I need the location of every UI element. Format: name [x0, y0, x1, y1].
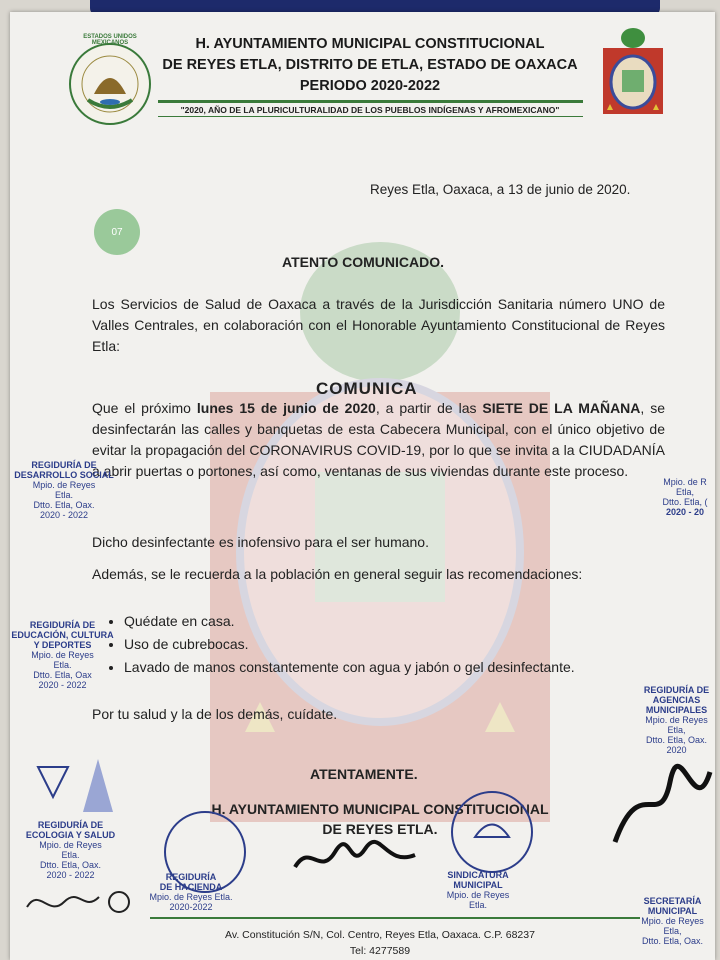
- stamp-text: Dtto. Etla, (: [662, 497, 708, 507]
- stamp-text: 2020-2022: [169, 902, 213, 912]
- stamp-educacion: [10, 620, 115, 690]
- national-seal-text: ESTADOS UNIDOS MEXICANOS: [83, 34, 137, 46]
- stamp-text: 2020 - 2022: [39, 510, 89, 520]
- stamp-text: Etla,: [663, 926, 682, 936]
- announcement-text-a: Que el próximo: [92, 400, 197, 416]
- stamp-text: REGIDURÍA DE: [31, 460, 97, 470]
- stamp-text: Mpio. de Reyes: [446, 890, 510, 900]
- footer: [160, 927, 600, 959]
- stamp-text: SINDICATURA: [447, 870, 509, 880]
- stamp-secretaria: [630, 896, 715, 946]
- stamp-text: SECRETARÍA: [643, 896, 702, 906]
- stamp-text: Etla.: [53, 660, 72, 670]
- stamp-text: MUNICIPALES: [645, 705, 708, 715]
- stamp-text: REGIDURÍA DE: [29, 620, 96, 630]
- closing-line: Por tu salud y la de los demás, cuídate.: [92, 706, 338, 722]
- stamp-text: REGIDURÍA: [165, 872, 217, 882]
- announcement-date: lunes 15 de junio de 2020: [196, 400, 376, 416]
- signature-scribble: [610, 762, 715, 852]
- document-page: [10, 12, 715, 960]
- header-motto: "2020, AÑO DE LA PLURICULTURALIDAD DE LOS PUEBLOS INDÍGENAS Y AFROMEXICANO": [180, 105, 560, 115]
- ecology-tree-icon: [28, 757, 123, 817]
- stamp-text: MUNICIPAL: [647, 906, 698, 916]
- oaxaca-coat-of-arms: [600, 26, 666, 116]
- list-item: • Lavado de manos constantemente con agua y jabón o gel desinfectante.: [124, 656, 684, 679]
- date-line: Reyes Etla, Oaxaca, a 13 de junio de 2020.: [370, 182, 631, 197]
- stamp-right-top: [655, 477, 715, 517]
- stamp-text: EDUCACIÓN, CULTURA: [11, 630, 114, 640]
- signature-line-2: DE REYES ETLA.: [322, 821, 438, 837]
- signature-scribble: [290, 837, 420, 882]
- stamp-text: Etla,: [675, 487, 694, 497]
- recommendations-list: [104, 610, 684, 679]
- stamp-text: Dtto. Etla, Oax.: [645, 735, 708, 745]
- stamp-text: Etla,: [667, 725, 686, 735]
- atentamente: ATENTAMENTE.: [310, 766, 418, 782]
- announcement-text-c: , a partir de las: [375, 400, 483, 416]
- comunica-heading: COMUNICA: [316, 379, 418, 398]
- stamp-text: ECOLOGIA Y SALUD: [25, 830, 116, 840]
- letterhead-line-1: H. AYUNTAMIENTO MUNICIPAL CONSTITUCIONAL: [195, 36, 545, 52]
- stamp-text: REGIDURÍA DE: [37, 820, 104, 830]
- signature-line-1: H. AYUNTAMIENTO MUNICIPAL CONSTITUCIONAL: [211, 801, 549, 817]
- stamp-text: MUNICIPAL: [453, 880, 503, 890]
- stamp-text: 2020 - 20: [665, 507, 705, 517]
- stamp-text: AGENCIAS: [652, 695, 701, 705]
- stamp-text: Dtto. Etla, Oax.: [641, 936, 704, 946]
- stamp-text: Etla.: [468, 900, 487, 910]
- national-seal: [68, 42, 152, 126]
- stamp-text: Mpio. de Reyes: [645, 715, 708, 725]
- stamp-text: Mpio. de R: [663, 477, 707, 487]
- stamp-text: 2020 - 2022: [46, 870, 95, 880]
- letterhead-line-2: DE REYES ETLA, DISTRITO DE ETLA, ESTADO DE OAXACA: [162, 57, 578, 73]
- letterhead: [160, 34, 580, 97]
- stamp-text: Dtto. Etla, Oax.: [33, 500, 95, 510]
- stamp-text: Dtto. Etla, Oax: [33, 670, 92, 680]
- intro-paragraph: Los Servicios de Salud de Oaxaca a través de la Jurisdicción Sanitaria número UNO de Valles Centrales, en colaboración con el Honorable Ayuntamiento Constitucional de Reyes Etla:: [92, 296, 665, 354]
- document-title: ATENTO COMUNICADO.: [282, 254, 445, 270]
- stamp-text: Mpio. de Reyes: [641, 916, 704, 926]
- stamp-text: 2020: [666, 745, 687, 755]
- footer-rule: [150, 917, 640, 919]
- announcement-paragraph: [92, 398, 665, 482]
- stamp-text: 2020 - 2022: [38, 680, 87, 690]
- stamp-desarrollo-social: [10, 460, 118, 520]
- stamp-text: REGIDURÍA DE: [643, 685, 710, 695]
- stamp-text: Y DEPORTES: [33, 640, 92, 650]
- reminder-paragraph: Además, se le recuerda a la población en general seguir las recomendaciones:: [92, 566, 583, 582]
- stamp-text: Dtto. Etla, Oax.: [39, 860, 102, 870]
- safety-paragraph: Dicho desinfectante es inofensivo para el ser humano.: [92, 534, 429, 550]
- stamp-text: Mpio. de Reyes: [32, 480, 96, 490]
- folio-badge: 07: [94, 209, 140, 255]
- stamp-text: Etla.: [54, 490, 73, 500]
- stamp-text: DESARROLLO SOCIAL: [14, 470, 114, 480]
- stamp-text: DE HACIENDA: [159, 882, 223, 892]
- header-rule: [158, 100, 583, 103]
- list-item: • Quédate en casa.: [124, 610, 684, 633]
- letterhead-line-3: PERIODO 2020-2022: [299, 78, 441, 94]
- signature-scribble: [24, 882, 134, 922]
- footer-address: Av. Constitución S/N, Col. Centro, Reyes Etla, Oaxaca. C.P. 68237: [225, 929, 535, 941]
- stamp-text: Mpio. de Reyes Etla.: [149, 892, 233, 902]
- stamp-text: Mpio. de Reyes: [39, 840, 102, 850]
- sindicatura-seal-circle: [445, 787, 540, 877]
- stamp-ecologia: [18, 820, 123, 880]
- header-rule-thin: [158, 116, 583, 117]
- stamp-hacienda: [146, 872, 236, 912]
- stamp-text: Mpio. de Reyes: [31, 650, 94, 660]
- footer-phone: Tel: 4277589: [349, 945, 411, 957]
- announcement-time: SIETE DE LA MAÑANA: [482, 400, 641, 416]
- stamp-agencias: [638, 685, 715, 755]
- stamp-sindicatura: [428, 870, 528, 910]
- stamp-text: Etla.: [61, 850, 80, 860]
- list-item: • Uso de cubrebocas.: [124, 633, 684, 656]
- announcement-text-e: , se desinfectarán las calles y banquetas de esta Cabecera Municipal, con el único objetivo de evitar la propagación del CORONAVIRUS COVID-19, por lo que se invita a la CIUDADANÍA a abrir puertas o portones, así como, ventanas de sus viviendas durante este proceso.: [92, 400, 665, 479]
